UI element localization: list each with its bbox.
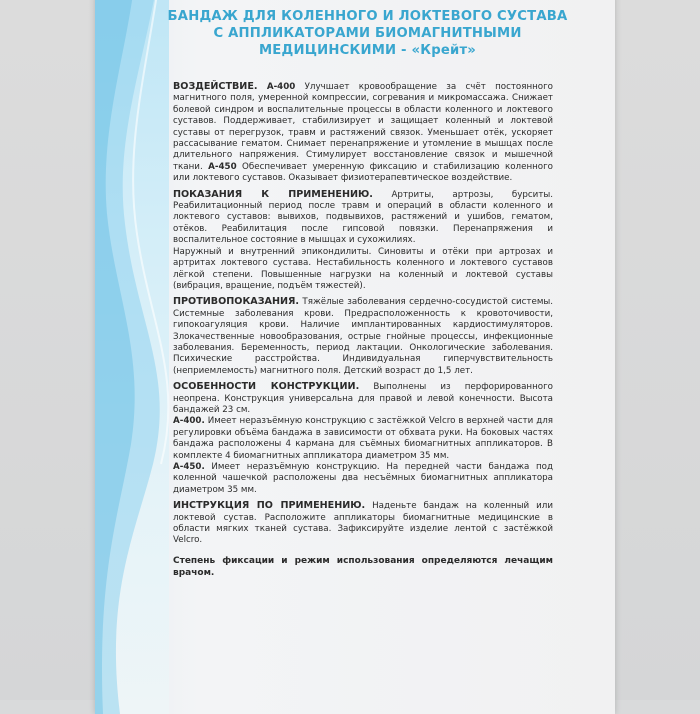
design-text: Выполнены из перфорированного неопрена. Конструкция универсальна для правой и левой конечности. Высота бандажей 23 см. — [173, 382, 553, 415]
indications-heading: ПОКАЗАНИЯ К ПРИМЕНЕНИЮ. — [173, 188, 373, 200]
design-heading: ОСОБЕННОСТИ КОНСТРУКЦИИ. — [173, 381, 360, 393]
design-model-a400: А-400. — [173, 416, 205, 427]
effect-paragraph — [173, 81, 553, 185]
product-title — [140, 8, 595, 59]
contraindications-paragraph — [173, 296, 553, 377]
design-text-a450: Имеет неразъёмную конструкцию. На передней части бандажа под коленной чашечкой расположены два несъёмных биомагнитных аппликатора диаметром 35 мм. — [173, 462, 553, 495]
title-line-2: С АППЛИКАТОРАМИ БИОМАГНИТНЫМИ — [213, 26, 522, 41]
effect-model-a400: А-400 — [266, 82, 296, 92]
indications-paragraph-1 — [173, 189, 553, 247]
section-effect — [173, 81, 553, 185]
design-model-a450: А-450. — [173, 462, 205, 472]
indications-text-1: Артриты, артрозы, бурситы. Реабилитационный период после травм и операций в области коленного и локтевого суставов: вывихов, подвывихов, растяжений и ушибов, гематом, отёков. Реабилитация после гипсовой повязки. Перенапряжения и воспалительное состояние в мышцах и сухожилиях. — [173, 189, 553, 246]
design-a450-paragraph — [173, 462, 553, 496]
instruction-text — [173, 81, 553, 588]
instructions-paragraph — [173, 500, 553, 547]
effect-text-a450: Обеспечивает умеренную фиксацию и стабилизацию коленного или локтевого суставов. Оказывает физиотерапевтическое воздействие. — [173, 161, 554, 184]
indications-text-2: Наружный и внутренний эпикондилиты. Синовиты и отёки при артрозах и артритах локтевого сустава. Нестабильность коленного и локтевого суставов лёгкой степени. Повышенные нагрузки на коленный и локтевой суставы (вибрация, вращение, подъём тяжестей). — [173, 246, 553, 291]
closing-note: Степень фиксации и режим использования определяются лечащим врачом. — [173, 555, 553, 578]
instructions-text: Наденьте бандаж на коленный или локтевой сустав. Расположите аппликаторы биомагнитные медицинские в области мягких тканей сустава. Зафиксируйте изделие лентой с застёжкой Velcro. — [173, 501, 553, 546]
design-paragraph — [173, 381, 553, 416]
design-text-a400: Имеет неразъёмную конструкцию с застёжкой Velcro в верхней части для регулировки объёма бандажа в зависимости от обхвата руки. На боковых частях бандажа расположены 4 кармана для съёмных биомагнитных аппликаторов. В комплекте 4 биомагнитных аппликатора диаметром 35 мм. — [173, 416, 553, 461]
contraindications-text: Тяжёлые заболевания сердечно-сосудистой системы. Системные заболевания крови. Предрасположенность к кровоточивости, гипокоагуляция крови. Наличие имплантированных кардиостимуляторов. Злокачественные новообразования, острые гнойные процессы, инфекционные заболевания. Беременность, период лактации. Онкологические заболевания. Психические расстройства. Индивидуальная гиперчувствительность (неприемлемость) магнитного поля. Детский возраст до 1,5 лет. — [173, 297, 553, 376]
effect-heading: ВОЗДЕЙСТВИЕ. — [173, 81, 258, 92]
instructions-heading: ИНСТРУКЦИЯ ПО ПРИМЕНЕНИЮ. — [173, 500, 366, 512]
effect-text-a400: Улучшает кровообращение за счёт постоянного магнитного поля, умеренной компрессии, согревания и микромассажа. Снижает болевой синдром и воспалительные процессы в области коленного и локтевого суставов. Поддерживает, стабилизирует и защищает коленный и локтевой суставы от перегрузок, травм и растяжений связок. Уменьшает отёк, ускоряет рассасывание гематом. Снимает перенапряжение и утомление в мышцах после длительного напряжения. Стимулирует восстановление связок и мышечной ткани. — [173, 82, 553, 172]
title-line-1: БАНДАЖ ДЛЯ КОЛЕННОГО И ЛОКТЕВОГО СУСТАВА — [167, 9, 568, 24]
section-indications — [173, 189, 553, 293]
effect-model-a450: А-450 — [208, 161, 237, 172]
section-design — [173, 381, 553, 496]
contraindications-heading: ПРОТИВОПОКАЗАНИЯ. — [173, 296, 300, 308]
section-instructions — [173, 500, 553, 547]
design-a400-paragraph — [173, 416, 553, 462]
section-contraindications — [173, 296, 553, 377]
title-line-3: МЕДИЦИНСКИМИ - «Крейт» — [258, 43, 477, 58]
